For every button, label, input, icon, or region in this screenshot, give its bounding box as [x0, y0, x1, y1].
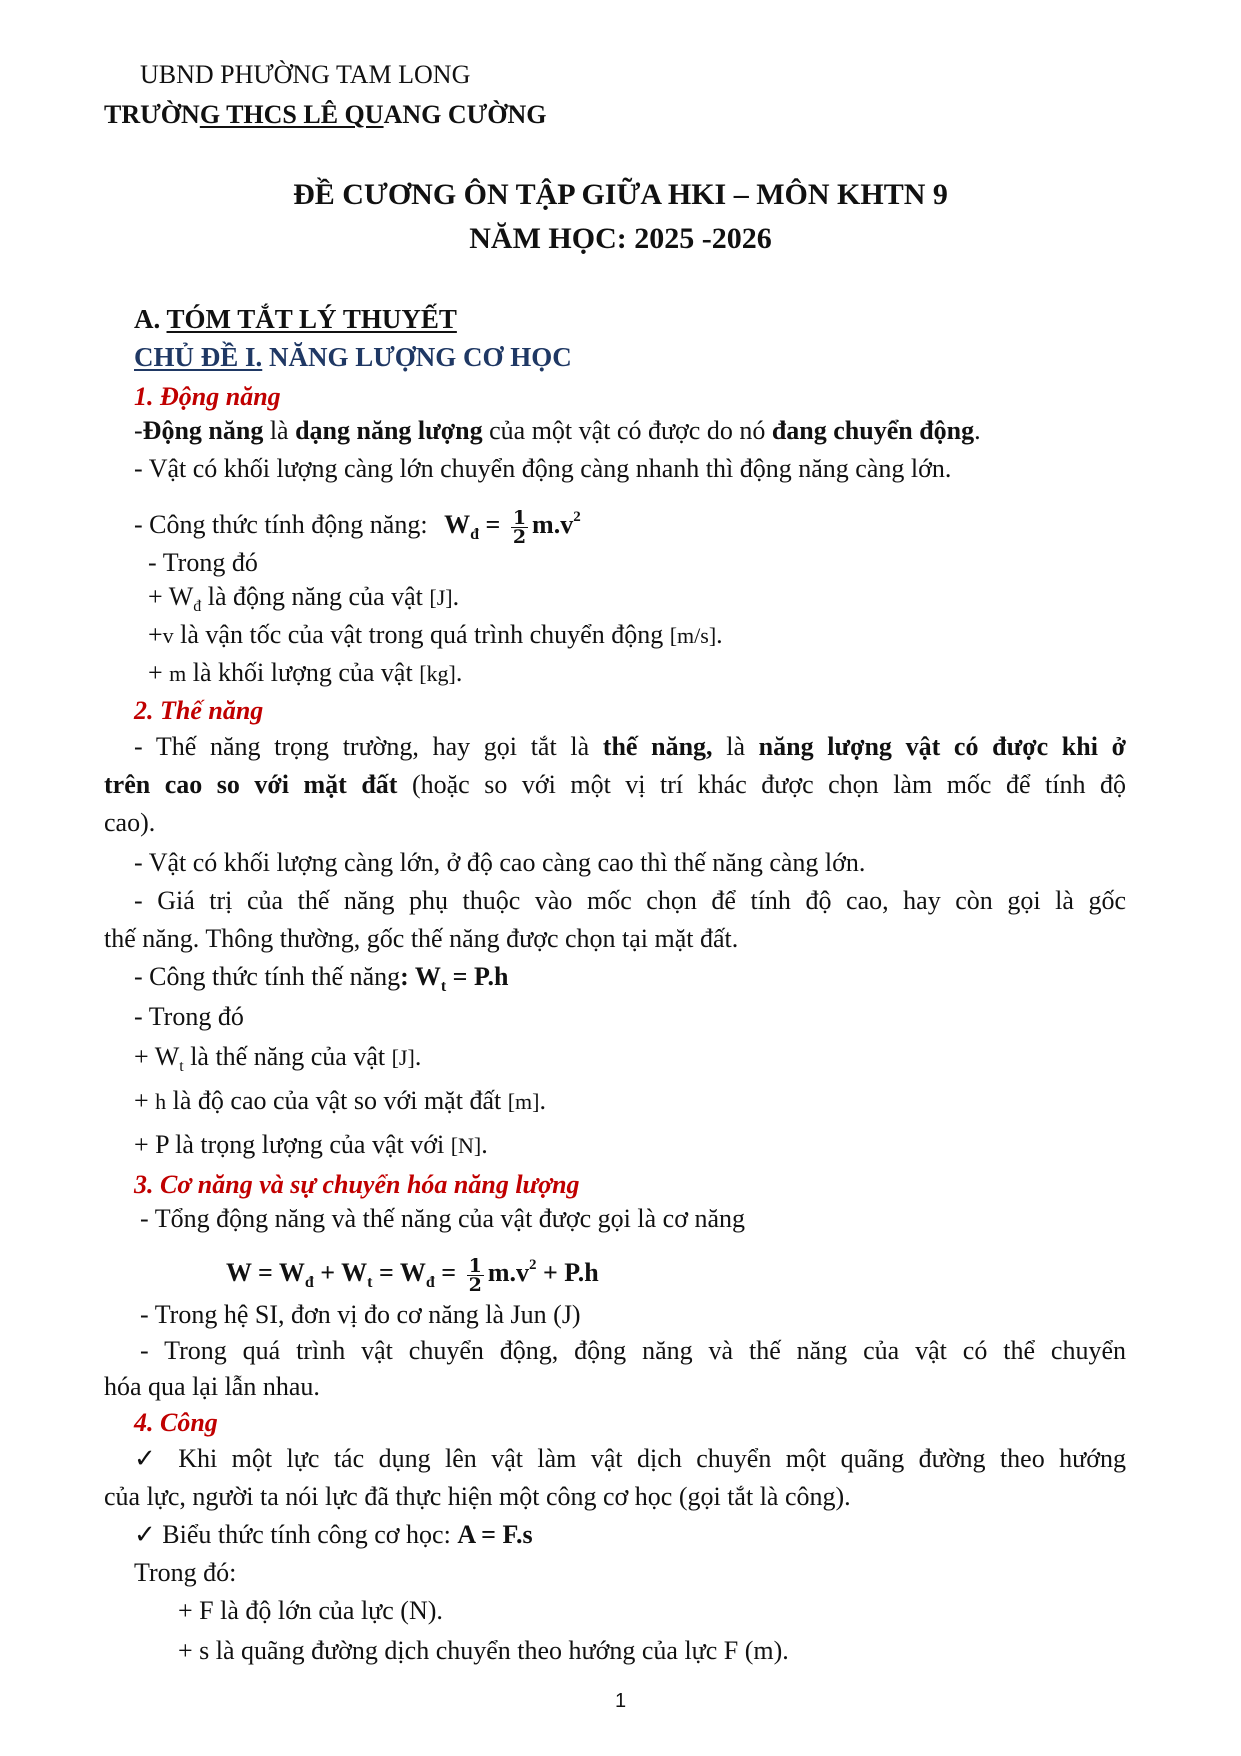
check-icon: ✓	[134, 1444, 164, 1473]
potential-param-p: + P là trọng lượng của vật với [N].	[134, 1130, 488, 1159]
potential-param-h: + h là độ cao của vật so với mặt đất [m].	[134, 1086, 546, 1115]
school-name: TRƯỜNG THCS LÊ QUANG CƯỜNG	[104, 100, 547, 129]
work-where: Trong đó:	[134, 1558, 237, 1587]
subsection-mechanical-energy: 3. Cơ năng và sự chuyển hóa năng lượng	[134, 1170, 580, 1199]
potential-line-4: - Vật có khối lượng càng lớn, ở độ cao càng cao thì thế năng càng lớn.	[134, 848, 866, 877]
potential-line-6: thế năng. Thông thường, gốc thế năng được chọn tại mặt đất.	[104, 924, 739, 953]
potential-formula-line: - Công thức tính thế năng: $W_t = P.h$	[134, 962, 509, 995]
check-icon: ✓	[134, 1520, 156, 1549]
potential-line-2: trên cao so với mặt đất (hoặc so với một vị trí khác được chọn làm mốc để tính độ	[104, 770, 1126, 799]
potential-param-wt: + $W_t$ là thế năng của vật [J].	[134, 1042, 422, 1075]
fraction-one-half: $\frac{1}{2}$	[468, 1254, 482, 1296]
topic-heading: CHỦ ĐỀ I. NĂNG LƯỢNG CƠ HỌC	[134, 342, 572, 372]
work-param-f: + F là độ lớn của lực (N).	[178, 1596, 443, 1625]
subsection-potential-energy: 2. Thế năng	[134, 696, 264, 725]
subsection-kinetic-energy: 1. Động năng	[134, 382, 281, 411]
subsection-work: 4. Công	[134, 1408, 218, 1437]
work-param-s: + s là quãng đường dịch chuyển theo hướng của lực F (m).	[178, 1636, 789, 1665]
kinetic-formula-line: - Công thức tính động năng: $W_đ$ = $\frac{1}{2}$ $m.v^2$	[134, 506, 581, 548]
potential-where: - Trong đó	[134, 1002, 244, 1031]
kinetic-param-wd: + $W_đ$ là động năng của vật [J].	[148, 582, 460, 615]
potential-line-1: - Thế năng trọng trường, hay gọi tắt là thế năng, là năng lượng vật có được khi ở	[134, 732, 1127, 761]
document-title: ĐỀ CƯƠNG ÔN TẬP GIỮA HKI – MÔN KHTN 9	[293, 178, 948, 211]
mechanical-formula: $W = W_đ + W_t = W_đ$ = $\frac{1}{2}$ $m.v^2 + P.h$	[226, 1254, 599, 1296]
page-number: 1	[614, 1690, 627, 1712]
kinetic-formula: $W_đ$ = $\frac{1}{2}$ $m.v^2$	[444, 506, 581, 548]
potential-line-3: cao).	[104, 808, 156, 837]
kinetic-param-v: +v là vận tốc của vật trong quá trình chuyển động [m/s].	[148, 620, 723, 649]
mechanical-line-2: - Trong hệ SI, đơn vị đo cơ năng là Jun (J)	[140, 1300, 581, 1329]
org-name: UBND PHƯỜNG TAM LONG	[140, 60, 471, 89]
potential-line-5: - Giá trị của thế năng phụ thuộc vào mốc chọn để tính độ cao, hay còn gọi là gốc	[134, 886, 1126, 915]
section-a-heading: A. TÓM TẮT LÝ THUYẾT	[134, 304, 457, 334]
kinetic-param-m: + m là khối lượng của vật [kg].	[148, 658, 463, 687]
kinetic-line-1: -Động năng là dạng năng lượng của một vật có được do nó đang chuyển động.	[134, 416, 981, 445]
fraction-one-half: $\frac{1}{2}$	[512, 506, 527, 548]
kinetic-where: - Trong đó	[148, 548, 258, 577]
mechanical-line-1: - Tổng động năng và thế năng của vật được gọi là cơ năng	[140, 1204, 745, 1233]
mechanical-line-3: - Trong quá trình vật chuyển động, động năng và thế năng của vật có thể chuyển	[140, 1336, 1126, 1365]
work-line-1: ✓ Khi một lực tác dụng lên vật làm vật dịch chuyển một quãng đường theo hướng	[134, 1444, 1126, 1473]
work-formula: A = F.s	[457, 1520, 533, 1549]
kinetic-line-2: - Vật có khối lượng càng lớn chuyển động càng nhanh thì động năng càng lớn.	[134, 454, 952, 483]
work-line-2: của lực, người ta nói lực đã thực hiện một công cơ học (gọi tắt là công).	[104, 1482, 851, 1511]
potential-formula: $W_t = P.h$	[414, 962, 509, 995]
school-year: NĂM HỌC: 2025 -2026	[469, 222, 772, 255]
mechanical-line-4: hóa qua lại lẫn nhau.	[104, 1372, 320, 1401]
work-formula-line: ✓ Biểu thức tính công cơ học: A = F.s	[134, 1520, 533, 1549]
